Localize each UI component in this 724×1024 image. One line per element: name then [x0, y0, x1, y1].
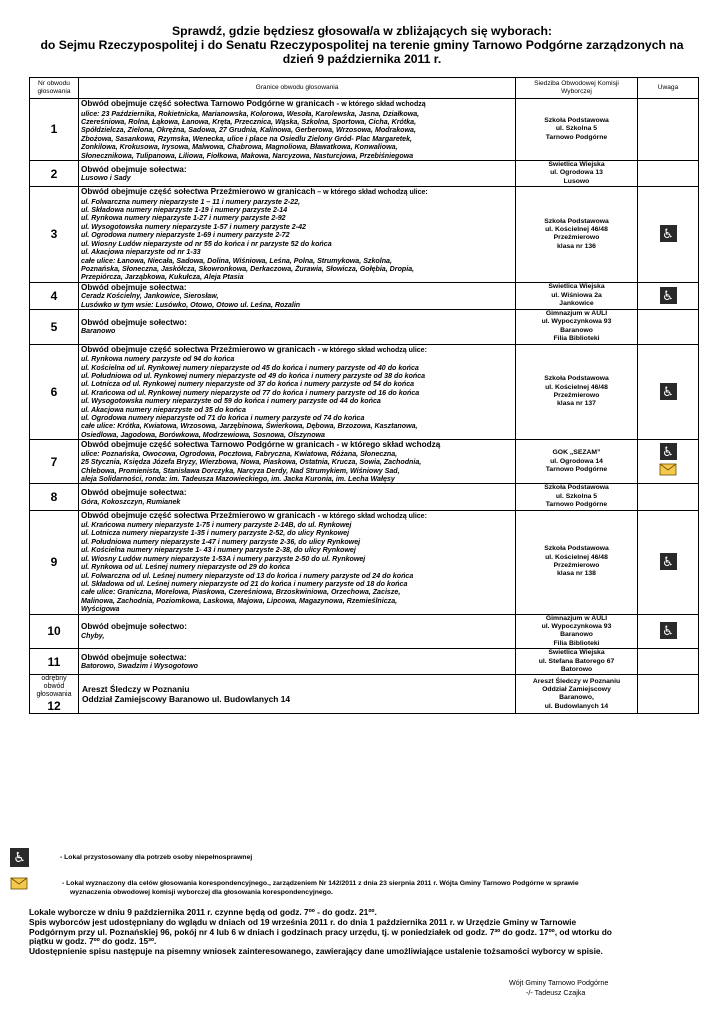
- district-boundaries-cell: [79, 649, 516, 675]
- district-boundaries-cell: [79, 99, 516, 161]
- commission-seat-line: Baranowo,: [559, 694, 594, 702]
- district-boundary-line: ul. Składowa od ul. Leśnej numery nieparzyste od 21 do końca i numery parzyste od 18 do końca: [81, 579, 408, 588]
- footer-opening-hours: Lokale wyborcze w dniu 9 października 2011 r. czynne będą od godz. 7ºº - do godz. 21ºº.: [29, 907, 377, 917]
- district-boundary-line: ul. Folwarczna numery nieparzyste 1 – 11 i numery parzyste 2-22,: [81, 197, 301, 206]
- district-heading-text: Obwód obejmuje część sołectwa Tarnowo Podgórne w granicach -: [81, 99, 340, 108]
- district-boundary-line: ul. Lotnicza numery nieparzyste 1-35 i numery parzyste 2-52, do ulicy Rynkowej: [81, 529, 350, 538]
- district-number: 7: [50, 454, 58, 469]
- district-boundary-line: Osiedlowa, Jagodowa, Borówkowa, Modrzewiowa, Sosnowa, Olszynowa: [81, 430, 325, 439]
- district-number-cell: [30, 282, 79, 309]
- district-heading-text: Obwód obejmuje część sołectwa Przeźmierowo w granicach -: [81, 510, 321, 520]
- district-number: 8: [50, 489, 58, 504]
- notes-cell: [638, 160, 699, 186]
- commission-seat-line: Przeźmierowo: [553, 562, 600, 570]
- district-boundary-line: Zonkilowa, Krokusowa, Irysowa, Malwowa, Chabrowa, Magnoliowa, Bławatkowa, Konwaliowa,: [81, 143, 398, 152]
- district-boundary-line: Wyścigowa: [81, 605, 120, 614]
- table-row: [30, 440, 699, 484]
- notes-cell: [638, 510, 699, 614]
- commission-seat-line: klasa nr 137: [557, 400, 596, 408]
- district-boundary-line: ul. Rynkowa numery parzyste od 94 do końca: [81, 355, 235, 364]
- district-heading-tail: w którego skład wchodzą ulice:: [320, 512, 427, 520]
- table-row: [30, 614, 699, 649]
- footer-voter-list-2: Podgórnym przy ul. Poznańskiej 96, pokój nr 4 lub 6 w dniach i godzinach pracy urzędu, tj. w poniedziałek od godz. 7³º do godz. 17ºº, od wtorku do: [29, 926, 612, 937]
- col-header-seat: Siedziba Obwodowej Komisji Wyborczej: [516, 78, 638, 99]
- district-boundary-line: ulice: Poznańska, Owocowa, Ogrodowa, Pocztowa, Fabryczna, Kwiatowa, Różana, Słoneczna,: [81, 449, 398, 458]
- footer-voter-list-3: piątku w godz. 7ºº do godz. 15³º.: [29, 936, 157, 947]
- district-boundaries-cell: [79, 310, 516, 345]
- district-boundary-line: Przepiórcza, Jarząbkowa, Kukułcza, Aleja Ptasia: [81, 273, 244, 282]
- district-boundary-line: ulice: 23 Października, Rokietnicka, Marianowska, Kolorowa, Wesoła, Karolewska, Jasna, Działkowa,: [81, 109, 420, 118]
- commission-seat-line: Gimnazjum w AULI: [545, 614, 608, 622]
- commission-seat-line: Tarnowo Podgórne: [545, 465, 608, 473]
- district-boundary-line: ul. Folwarczna od ul. Leśnej numery nieparzyste od 13 do końca i numery parzyste od 24 do końca: [81, 571, 414, 580]
- district-boundaries-cell: [79, 484, 516, 510]
- signature-name: -/- Tadeusz Czajka: [526, 988, 586, 997]
- district-heading: [81, 488, 513, 498]
- notes-cell: [638, 484, 699, 510]
- district-boundary-line: Areszt Śledczy w Poznaniu: [82, 684, 190, 695]
- notes-cell: [638, 675, 699, 714]
- commission-seat-line: GOK „SEZAM”: [552, 449, 601, 457]
- district-heading: [81, 440, 513, 450]
- district-boundary-line: ul. Krańcowa numery nieparzyste 1-75 i numery parzyste 2-14B, do ul. Rynkowej: [81, 521, 352, 530]
- commission-seat-line: Filia Biblioteki: [553, 639, 600, 647]
- district-boundary-line: ul. Rynkowa numery nieparzyste 1-27 i numery parzyste 2-92: [81, 214, 286, 223]
- district-boundary-line: ul. Akacjowa nieparzyste od nr 1-33: [81, 248, 201, 257]
- district-number-cell: [30, 649, 79, 675]
- commission-seat-cell: [516, 440, 638, 484]
- notes-cell: [638, 649, 699, 675]
- district-number-cell: [30, 675, 79, 714]
- wheelchair-icon: ♿: [660, 553, 677, 570]
- district-heading: [81, 318, 513, 328]
- table-row: [30, 484, 699, 510]
- district-number-cell: [30, 440, 79, 484]
- commission-seat-line: ul. Wypoczynkowa 93: [541, 622, 612, 630]
- commission-seat-line: Tarnowo Podgórne: [545, 501, 608, 509]
- commission-seat-cell: [516, 484, 638, 510]
- commission-seat-line: Baranowo: [560, 326, 593, 334]
- commission-seat-line: Świetlica Wiejska: [548, 160, 605, 168]
- district-heading-text: Obwód obejmuje część sołectwa Przeźmierowo w granicach: [81, 187, 316, 197]
- commission-seat-line: Lusowo: [563, 177, 590, 185]
- commission-seat-line: Batorowo: [560, 665, 593, 673]
- table-row: [30, 675, 699, 714]
- district-boundaries-cell: [79, 440, 516, 484]
- commission-seat-line: Szkoła Podstawowa: [544, 217, 609, 225]
- col-header-boundaries: Granice obwodu głosowania: [79, 78, 516, 99]
- district-boundary-line: Oddział Zamiejscowy Baranowo ul. Budowlanych 14: [82, 694, 291, 705]
- district-boundary-line: Chlebowa, Promienista, Stanisława Dorczyka, Narcyza Derdy, Nad Strumykiem, Wiśniowy Sad,: [81, 466, 400, 475]
- district-heading: [81, 653, 513, 663]
- commission-seat-line: Filia Biblioteki: [553, 335, 600, 343]
- commission-seat-line: ul. Budowlanych 14: [544, 702, 609, 710]
- commission-seat-cell: [516, 99, 638, 161]
- district-heading: [81, 622, 513, 632]
- title-line-2: do Sejmu Rzeczypospolitej i do Senatu Rzeczypospolitej na terenie gminy Tarnowo Podgórne zarządzonych na: [40, 38, 684, 52]
- district-heading: [81, 99, 513, 110]
- commission-seat-line: Przeźmierowo: [553, 234, 600, 242]
- district-boundary-line: ul. Ogrodowa numery nieparzyste 1-69 i numery parzyste 2-72: [81, 231, 290, 240]
- district-number-cell: [30, 310, 79, 345]
- commission-seat-line: ul. Stefana Batorego 67: [538, 657, 615, 665]
- commission-seat-line: Tarnowo Podgórne: [545, 133, 608, 141]
- legend-wheelchair: [10, 848, 253, 867]
- district-boundaries-cell: [79, 282, 516, 309]
- commission-seat-cell: [516, 649, 638, 675]
- district-number: 12: [47, 699, 61, 714]
- district-boundary-line: ul. Wysogotowska numery nieparzyste od 59 do końca i numery parzyste od 44 do końca: [81, 397, 381, 406]
- district-boundary-line: 25 Stycznia, Księdza Józefa Bryzy, Wierzbowa, Nowa, Piaskowa, Ostatnia, Krucza, Sowia, Zachodnia,: [81, 458, 422, 467]
- notes-cell: [638, 614, 699, 649]
- district-number-cell: [30, 160, 79, 186]
- district-boundaries-cell: [79, 187, 516, 283]
- commission-seat-cell: [516, 160, 638, 186]
- commission-seat-cell: [516, 510, 638, 614]
- district-boundary-line: Ceradz Kościelny, Jankowice, Sierosław,: [81, 292, 219, 301]
- table-row: [30, 510, 699, 614]
- district-boundary-line: Czereśniowa, Rolna, Łąkowa, Łanowa, Kręta, Przecznica, Wąska, Szkolna, Sportowa, Cicha, Krótka,: [81, 117, 417, 126]
- commission-seat-line: Jankowice: [559, 300, 594, 308]
- district-heading: [81, 165, 513, 175]
- table-row: [30, 282, 699, 309]
- commission-seat-line: ul. Wiśniowa 2a: [551, 291, 602, 299]
- district-heading-text: Obwód obejmuje sołectwa:: [81, 488, 187, 497]
- notes-cell: [638, 440, 699, 484]
- district-boundary-line: ul. Południowa od ul. Rynkowej numery nieparzyste od 49 do końca i numery parzyste od 38 do końca: [81, 371, 426, 380]
- district-heading: [81, 511, 513, 522]
- district-heading-tail: w którego skład wchodzą ulice:: [320, 346, 427, 354]
- commission-seat-line: ul. Ogrodowa 13: [550, 169, 603, 177]
- district-boundary-line: Spółdzielcza, Zielona, Okrężna, Sadowa, 27 Grudnia, Kalinowa, Gerberowa, Wrzosowa, Modrakowa,: [81, 126, 416, 135]
- commission-seat-line: ul. Kościelnej 46/48: [545, 383, 608, 391]
- district-boundary-line: Batorowo, Swadzim i Wysogotowo: [81, 662, 198, 671]
- footer-info: [29, 908, 709, 957]
- wheelchair-icon: ♿: [10, 848, 29, 867]
- wheelchair-icon: ♿: [660, 287, 677, 304]
- commission-seat-line: Świetlica Wiejska: [548, 649, 605, 657]
- commission-seat-line: klasa nr 138: [557, 570, 596, 578]
- signature: [509, 978, 608, 998]
- district-heading-text: Obwód obejmuje sołectwo:: [81, 622, 187, 632]
- document-title: [10, 24, 714, 66]
- district-number-cell: [30, 187, 79, 283]
- district-boundary-line: Lusówko w tym wsie: Lusówko, Otowo, Otowo ul. Leśna, Rozalin: [81, 300, 301, 309]
- commission-seat-line: ul. Ogrodowa 14: [550, 457, 603, 465]
- district-number-cell: [30, 614, 79, 649]
- signature-title: Wójt Gminy Tarnowo Podgórne: [509, 978, 609, 987]
- title-line-1: Sprawdź, gdzie będziesz głosował/a w zbliżających się wyborach:: [172, 24, 552, 38]
- footer-request-note: Udostępnienie spisu następuje na pisemny wniosek zainteresowanego, zawierający dane umożliwiające ustalenie tożsamości wyborcy w spisie.: [29, 946, 603, 957]
- districts-table: [29, 77, 699, 714]
- table-row: [30, 160, 699, 186]
- district-number-note: obwód: [43, 683, 65, 691]
- district-boundary-line: Zbożowa, Sasankowa, Rzymska, Wenecka, ulice i place na Osiedlu Zielony Gród- Plac Margaretek,: [81, 134, 413, 143]
- district-boundary-line: ul. Kościelna numery nieparzyste 1- 43 i numery parzyste 2-38, do ulicy Rynkowej: [81, 546, 356, 555]
- district-number: 11: [47, 654, 61, 669]
- commission-seat-line: Baranowo: [560, 631, 593, 639]
- district-heading-text: Obwód obejmuje sołectwo:: [81, 317, 187, 327]
- commission-seat-line: klasa nr 136: [557, 242, 596, 250]
- wheelchair-icon: ♿: [660, 443, 677, 460]
- district-number: 3: [50, 227, 58, 242]
- district-heading: [81, 187, 513, 198]
- district-number: 2: [50, 166, 58, 181]
- commission-seat-cell: [516, 310, 638, 345]
- district-boundary-line: ul. Południowa numery nieparzyste 1-47 i numery parzyste 2-36, do ulicy Rynkowej: [81, 537, 361, 546]
- commission-seat-line: Świetlica Wiejska: [548, 283, 605, 291]
- district-number: 1: [50, 122, 58, 137]
- envelope-icon: [659, 463, 677, 476]
- district-number-cell: [30, 510, 79, 614]
- district-heading-text: Obwód obejmuje sołectwa:: [81, 164, 187, 174]
- district-boundaries-cell: [79, 510, 516, 614]
- district-boundary-line: ul. Składowa numery nieparzyste 1-19 i numery parzyste 2-14: [81, 206, 288, 215]
- commission-seat-cell: [516, 675, 638, 714]
- legend-envelope-text-1: - Lokal wyznaczony dla celów głosowania korespondencyjnego., zarządzeniem Nr 142/2011 z dnia 23 sierpnia 2011 r. Wójta Gminy Tarnowo Podgórne w sprawie: [62, 880, 579, 887]
- col-header-notes: Uwaga: [638, 78, 699, 99]
- district-heading: [81, 283, 513, 293]
- commission-seat-line: ul. Kościelnej 46/48: [545, 553, 608, 561]
- district-boundary-line: ul. Ogrodowa numery nieparzyste od 71 do końca i numery parzyste od 74 do końca: [81, 414, 365, 422]
- notes-cell: [638, 310, 699, 345]
- district-boundary-line: aleja Solidarności, ronda: im. Tadeusza Mazowieckiego, im. Jacka Kuronia, im. Lecha Wałęsy: [81, 474, 395, 483]
- district-boundary-line: całe ulice: Łanowa, Niecała, Sadowa, Dolina, Wiśniowa, Leśna, Polna, Strumykowa, Szkolna,: [81, 256, 392, 265]
- district-boundary-line: Chyby,: [81, 631, 105, 640]
- district-heading-text: Obwód obejmuje sołectwa:: [81, 282, 187, 292]
- commission-seat-cell: [516, 614, 638, 649]
- district-number-note: odrębny: [41, 675, 67, 683]
- district-boundary-line: Lusowo i Sady: [81, 174, 131, 183]
- col-header-number: Nr obwodu głosowania: [30, 78, 79, 99]
- table-row: [30, 344, 699, 440]
- commission-seat-line: Szkoła Podstawowa: [544, 545, 609, 553]
- district-boundary-line: ul. Krańcowa od ul. Rynkowej numery nieparzyste od 77 do końca i numery parzyste od 16 do końca: [81, 388, 420, 397]
- district-boundary-line: ul. Rynkowa od ul. Leśnej numery nieparzyste od 29 do końca: [81, 563, 290, 572]
- district-boundaries-cell: [79, 614, 516, 649]
- district-number: 10: [47, 624, 61, 639]
- district-number-note: głosowania: [36, 691, 72, 699]
- legend-envelope-text-2: wyznaczenia obwodowej komisji wyborczej dla głosowania korespondencyjnego.: [70, 889, 333, 896]
- table-row: [30, 649, 699, 675]
- district-boundary-line: Słonecznikowa, Tulipanowa, Liliowa, Fiołkowa, Makowa, Narcyzowa, Nasturcjowa, Przebiśniegowa: [81, 151, 414, 160]
- district-number: 4: [50, 288, 58, 303]
- commission-seat-line: ul. Szkolna 5: [555, 125, 598, 133]
- district-boundary-line: Góra, Kokoszczyn, Rumianek: [81, 497, 181, 506]
- district-heading-text: Obwód obejmuje część sołectwa Przeźmierowo w granicach -: [81, 344, 321, 354]
- district-number: 9: [50, 555, 58, 570]
- table-row: [30, 310, 699, 345]
- district-heading: [81, 345, 513, 356]
- notes-cell: [638, 282, 699, 309]
- district-boundaries-cell: [79, 344, 516, 440]
- commission-seat-line: ul. Szkolna 5: [555, 492, 598, 500]
- commission-seat-cell: [516, 187, 638, 283]
- commission-seat-cell: [516, 282, 638, 309]
- district-boundary-line: całe ulice: Graniczna, Morelowa, Piaskowa, Czereśniowa, Brzoskwiniowa, Orzechowa, Zacisze,: [81, 588, 401, 597]
- district-boundary-line: Malinowa, Zachodnia, Poziomkowa, Laskowa, Majowa, Lipcowa, Magazynowa, Rzemieślnicza,: [81, 596, 398, 605]
- commission-seat-line: Przeźmierowo: [553, 391, 600, 399]
- commission-seat-line: Szkoła Podstawowa: [544, 484, 609, 492]
- district-number: 5: [50, 319, 58, 334]
- district-boundaries-cell: [79, 675, 516, 714]
- district-boundary-line: ul. Wiosny Ludów numery nieparzyste 1-53A i numery parzyste 2-50 do ul. Rynkowej: [81, 554, 366, 563]
- commission-seat-line: ul. Kościelnej 46/48: [545, 226, 608, 234]
- commission-seat-line: Szkoła Podstawowa: [544, 116, 609, 124]
- district-heading-text: Obwód obejmuje sołectwa:: [81, 652, 187, 662]
- district-number-cell: [30, 344, 79, 440]
- table-row: [30, 187, 699, 283]
- district-heading-text: Obwód obejmuje część sołectwa Tarnowo Podgórne w granicach - w którego skład wchodzą: [81, 440, 441, 450]
- footer-voter-list-1: Spis wyborców jest udostępniany do wglądu w dniach od 19 września 2011 r. do dnia 1 października 2011 r. w Urzędzie Gminy w Tarnowie: [29, 916, 577, 927]
- commission-seat-line: ul. Wypoczynkowa 93: [541, 318, 612, 326]
- wheelchair-icon: ♿: [660, 622, 677, 639]
- commission-seat-line: Szkoła Podstawowa: [544, 375, 609, 383]
- envelope-icon: [10, 877, 28, 890]
- legend-wheelchair-text: - Lokal przystosowany dla potrzeb osoby niepełnosprawnej: [60, 854, 253, 861]
- wheelchair-icon: ♿: [660, 383, 677, 400]
- district-boundary-line: ul. Kościelna od ul. Rynkowej numery nieparzyste od 45 do końca i numery parzyste od 40 do końca: [81, 363, 419, 372]
- commission-seat-line: Oddział Zamiejscowy: [542, 685, 611, 693]
- district-number: 6: [50, 384, 58, 399]
- district-heading-tail: w którego skład wchodzą: [339, 101, 426, 108]
- district-boundaries-cell: [79, 160, 516, 186]
- district-boundary-line: ul. Wysogotowska numery nieparzyste 1-57 i numery parzyste 2-42: [81, 222, 306, 231]
- title-line-3: dzień 9 października 2011 r.: [282, 52, 442, 66]
- district-boundary-line: Baranowo: [81, 327, 116, 336]
- district-boundary-line: ul. Lotnicza od ul. Rynkowej numery nieparzyste od 37 do końca i numery parzyste od 54 do końca: [81, 380, 415, 389]
- district-boundary-line: całe ulice: Krótka, Kwiatowa, Wrzosowa, Jarzębinowa, Świerkowa, Dębowa, Brzozowa, Kasztanowa,: [81, 422, 418, 431]
- notes-cell: [638, 187, 699, 283]
- commission-seat-line: Areszt Śledczy w Poznaniu: [532, 677, 621, 685]
- notes-cell: [638, 344, 699, 440]
- table-header-row: [30, 78, 699, 99]
- notes-cell: [638, 99, 699, 161]
- district-boundary-line: ul. Akacjowa numery nieparzyste od 35 do końca: [81, 405, 246, 414]
- table-row: [30, 99, 699, 161]
- wheelchair-icon: ♿: [660, 225, 677, 242]
- commission-seat-cell: [516, 344, 638, 440]
- district-boundary-line: Poznańska, Słoneczna, Jaskółcza, Skowronkowa, Derkaczowa, Żurawia, Słowicza, Gołębia, Dropia,: [81, 264, 415, 273]
- district-heading-tail: – w którego skład wchodzą ulice:: [315, 189, 428, 197]
- legend-envelope: [10, 877, 579, 896]
- district-boundary-line: ul. Wiosny Ludów nieparzyste od nr 55 do końca i nr parzyste 52 do końca: [81, 239, 332, 248]
- district-number-cell: [30, 484, 79, 510]
- district-number-cell: [30, 99, 79, 161]
- commission-seat-line: Gimnazjum w AULI: [545, 310, 608, 318]
